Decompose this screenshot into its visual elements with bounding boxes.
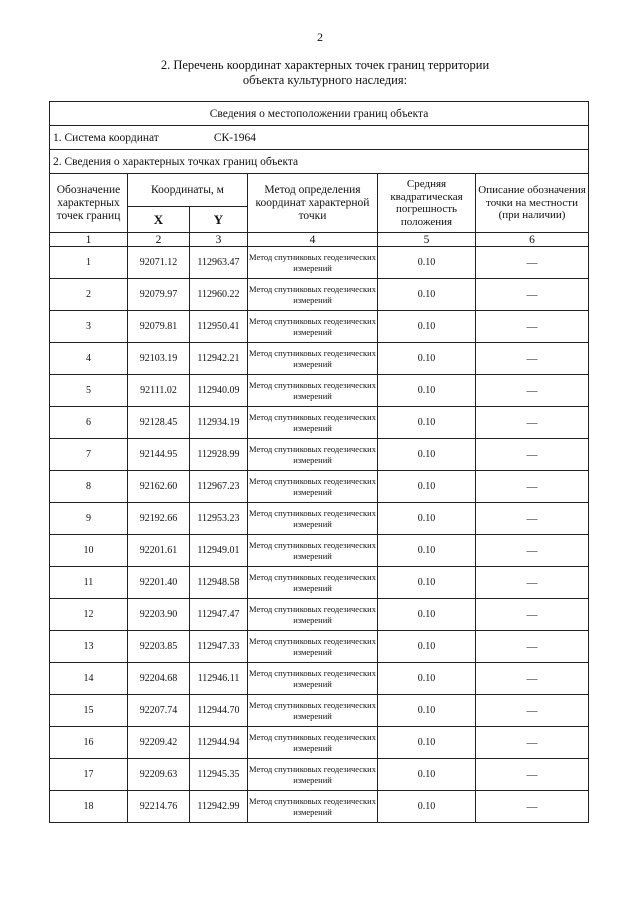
table-row: [50, 471, 589, 503]
method: Метод спутниковых геодезических измерений: [248, 279, 378, 311]
table-row: [50, 599, 589, 631]
accuracy: 0.10: [378, 535, 476, 567]
accuracy: 0.10: [378, 599, 476, 631]
coord-x: 92214.76: [128, 791, 190, 823]
coord-x: 92144.95: [128, 439, 190, 471]
point-number: 10: [50, 535, 128, 567]
description: —: [476, 471, 589, 503]
coord-x: 92192.66: [128, 503, 190, 535]
coord-y: 112946.11: [190, 663, 248, 695]
table-row: [50, 663, 589, 695]
description: —: [476, 247, 589, 279]
point-number: 13: [50, 631, 128, 663]
column-number: 6: [476, 233, 589, 247]
table-row: [50, 407, 589, 439]
coord-x: 92079.81: [128, 311, 190, 343]
column-number: 1: [50, 233, 128, 247]
coord-x: 92203.90: [128, 599, 190, 631]
point-number: 2: [50, 279, 128, 311]
heading-line-1: 2. Перечень координат характерных точек границ территории: [160, 58, 490, 72]
header-description: Описание обозначения точки на местности (при наличии): [476, 174, 589, 233]
method: Метод спутниковых геодезических измерений: [248, 439, 378, 471]
description: —: [476, 375, 589, 407]
coord-y: 112953.23: [190, 503, 248, 535]
column-number-row: [50, 233, 589, 247]
coord-y: 112928.99: [190, 439, 248, 471]
column-number: 2: [128, 233, 190, 247]
coord-x: 92111.02: [128, 375, 190, 407]
coord-y: 112960.22: [190, 279, 248, 311]
method: Метод спутниковых геодезических измерений: [248, 247, 378, 279]
accuracy: 0.10: [378, 471, 476, 503]
accuracy: 0.10: [378, 695, 476, 727]
method: Метод спутниковых геодезических измерений: [248, 695, 378, 727]
table-row: [50, 759, 589, 791]
description: —: [476, 279, 589, 311]
description: —: [476, 503, 589, 535]
table-row: [50, 695, 589, 727]
coord-y: 112950.41: [190, 311, 248, 343]
method: Метод спутниковых геодезических измерений: [248, 503, 378, 535]
description: —: [476, 343, 589, 375]
coord-y: 112944.70: [190, 695, 248, 727]
point-number: 8: [50, 471, 128, 503]
method: Метод спутниковых геодезических измерений: [248, 727, 378, 759]
point-number: 14: [50, 663, 128, 695]
column-number: 5: [378, 233, 476, 247]
accuracy: 0.10: [378, 247, 476, 279]
coord-y: 112945.35: [190, 759, 248, 791]
point-number: 9: [50, 503, 128, 535]
point-number: 1: [50, 247, 128, 279]
description: —: [476, 631, 589, 663]
coord-y: 112944.94: [190, 727, 248, 759]
column-number: 4: [248, 233, 378, 247]
coord-x: 92103.19: [128, 343, 190, 375]
coord-x: 92201.61: [128, 535, 190, 567]
page-number: 2: [317, 30, 323, 44]
table-row: [50, 791, 589, 823]
coord-y: 112942.99: [190, 791, 248, 823]
method: Метод спутниковых геодезических измерений: [248, 311, 378, 343]
coord-x: 92203.85: [128, 631, 190, 663]
coord-x: 92209.42: [128, 727, 190, 759]
coord-y: 112940.09: [190, 375, 248, 407]
method: Метод спутниковых геодезических измерений: [248, 759, 378, 791]
description: —: [476, 599, 589, 631]
method: Метод спутниковых геодезических измерений: [248, 631, 378, 663]
coord-x: 92204.68: [128, 663, 190, 695]
header-designation: Обозначение характерных точек границ: [50, 174, 128, 233]
table-row: [50, 439, 589, 471]
heading-line-2: объекта культурного наследия:: [242, 73, 408, 87]
method: Метод спутниковых геодезических измерений: [248, 599, 378, 631]
coord-x: 92162.60: [128, 471, 190, 503]
description: —: [476, 311, 589, 343]
coord-x: 92128.45: [128, 407, 190, 439]
header-method: Метод определения координат характерной точки: [248, 174, 378, 233]
coordinate-system-value: СК-1964: [213, 131, 257, 144]
description: —: [476, 407, 589, 439]
point-number: 18: [50, 791, 128, 823]
method: Метод спутниковых геодезических измерений: [248, 407, 378, 439]
section-heading: 2. Сведения о характерных точках границ объекта: [50, 150, 589, 174]
accuracy: 0.10: [378, 375, 476, 407]
point-number: 17: [50, 759, 128, 791]
point-number: 16: [50, 727, 128, 759]
document-heading: [100, 58, 550, 88]
point-number: 5: [50, 375, 128, 407]
method: Метод спутниковых геодезических измерений: [248, 791, 378, 823]
table-row: [50, 727, 589, 759]
accuracy: 0.10: [378, 759, 476, 791]
point-number: 4: [50, 343, 128, 375]
accuracy: 0.10: [378, 407, 476, 439]
coordinates-table: [49, 101, 589, 823]
accuracy: 0.10: [378, 311, 476, 343]
description: —: [476, 663, 589, 695]
coord-y: 112948.58: [190, 567, 248, 599]
table-row: [50, 535, 589, 567]
header-y: Y: [190, 207, 248, 233]
coordinate-system-label: 1. Система координат: [53, 131, 159, 144]
coord-y: 112942.21: [190, 343, 248, 375]
column-number: 3: [190, 233, 248, 247]
method: Метод спутниковых геодезических измерений: [248, 567, 378, 599]
description: —: [476, 695, 589, 727]
point-number: 12: [50, 599, 128, 631]
table-title: Сведения о местоположении границ объекта: [50, 102, 589, 126]
description: —: [476, 567, 589, 599]
coord-x: 92209.63: [128, 759, 190, 791]
coord-x: 92201.40: [128, 567, 190, 599]
coord-y: 112949.01: [190, 535, 248, 567]
column-header-row: [50, 174, 589, 207]
header-coordinates: Координаты, м: [128, 174, 248, 207]
method: Метод спутниковых геодезических измерений: [248, 375, 378, 407]
description: —: [476, 535, 589, 567]
method: Метод спутниковых геодезических измерений: [248, 343, 378, 375]
description: —: [476, 759, 589, 791]
table-row: [50, 503, 589, 535]
table-row: [50, 567, 589, 599]
coordinate-system-row: [50, 126, 589, 150]
coord-y: 112963.47: [190, 247, 248, 279]
point-number: 6: [50, 407, 128, 439]
method: Метод спутниковых геодезических измерений: [248, 535, 378, 567]
coord-x: 92079.97: [128, 279, 190, 311]
accuracy: 0.10: [378, 439, 476, 471]
description: —: [476, 439, 589, 471]
table-row: [50, 279, 589, 311]
description: —: [476, 791, 589, 823]
accuracy: 0.10: [378, 727, 476, 759]
point-number: 7: [50, 439, 128, 471]
table-title-row: [50, 102, 589, 126]
accuracy: 0.10: [378, 631, 476, 663]
header-x: X: [128, 207, 190, 233]
method: Метод спутниковых геодезических измерений: [248, 471, 378, 503]
description: —: [476, 727, 589, 759]
point-number: 3: [50, 311, 128, 343]
coord-y: 112947.47: [190, 599, 248, 631]
accuracy: 0.10: [378, 791, 476, 823]
coord-y: 112934.19: [190, 407, 248, 439]
table-row: [50, 375, 589, 407]
method: Метод спутниковых геодезических измерений: [248, 663, 378, 695]
accuracy: 0.10: [378, 663, 476, 695]
accuracy: 0.10: [378, 503, 476, 535]
point-number: 11: [50, 567, 128, 599]
table-row: [50, 343, 589, 375]
header-accuracy: Средняя квадратическая погрешность положения: [378, 174, 476, 233]
table-row: [50, 247, 589, 279]
coord-y: 112967.23: [190, 471, 248, 503]
section-heading-row: [50, 150, 589, 174]
table-row: [50, 631, 589, 663]
accuracy: 0.10: [378, 567, 476, 599]
coord-x: 92071.12: [128, 247, 190, 279]
accuracy: 0.10: [378, 343, 476, 375]
coord-y: 112947.33: [190, 631, 248, 663]
coord-x: 92207.74: [128, 695, 190, 727]
point-number: 15: [50, 695, 128, 727]
accuracy: 0.10: [378, 279, 476, 311]
table-row: [50, 311, 589, 343]
